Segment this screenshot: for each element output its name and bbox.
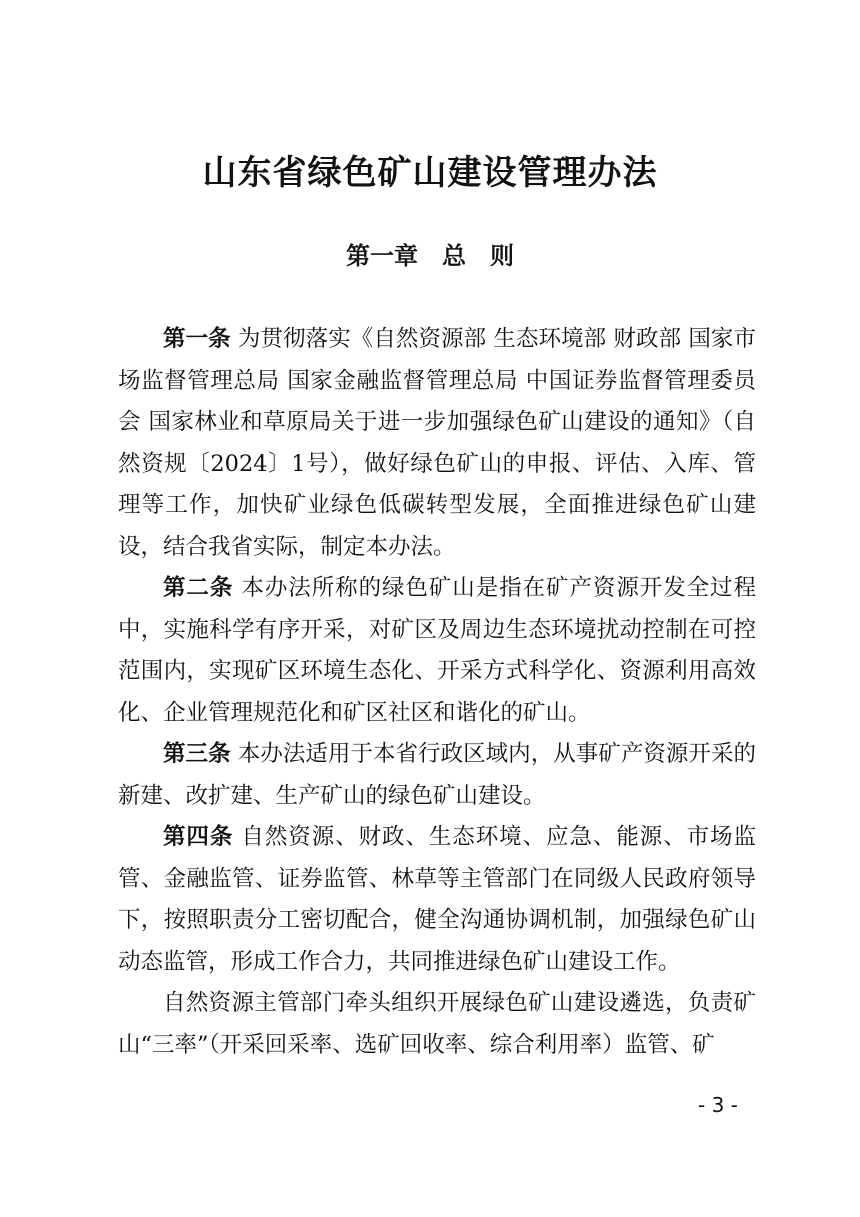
document-title: 山东省绿色矿山建设管理办法 <box>202 153 658 193</box>
article-label: 第四条 <box>163 824 234 850</box>
page-number: - 3 - <box>698 1093 738 1117</box>
article-4 <box>118 817 756 983</box>
article-2 <box>118 568 756 734</box>
article-text: 自然资源主管部门牵头组织开展绿色矿山建设遴选，负责矿山“三率”（开采回采率、选矿回收率、综合利用率）监管、矿 <box>118 990 756 1058</box>
article-text: 本办法所称的绿色矿山是指在矿产资源开发全过程中，实施科学有序开采，对矿区及周边生态环境扰动控制在可控范围内，实现矿区环境生态化、开采方式科学化、资源利用高效化、企业管理规范化和矿区社区和谐化的矿山。 <box>118 575 756 726</box>
article-text: 为贯彻落实《自然资源部 生态环境部 财政部 国家市场监督管理总局 国家金融监督管理总局 中国证券监督管理委员会 国家林业和草原局关于进一步加强绿色矿山建设的通知》（自然资规〔2024〕1号），做好绿色矿山的申报、评估、入库、管理等工作，加快矿业绿色低碳转型发展，全面推进绿色矿山建设，结合我省实际，制定本办法。 <box>118 326 756 560</box>
chapter-heading: 第一章 总 则 <box>346 242 514 270</box>
article-label: 第二条 <box>163 575 234 601</box>
article-text: 本办法适用于本省行政区域内，从事矿产资源开采的新建、改扩建、生产矿山的绿色矿山建设。 <box>118 741 756 809</box>
article-1 <box>118 319 756 568</box>
article-label: 第三条 <box>163 741 231 767</box>
article-label: 第一条 <box>163 326 231 352</box>
article-text: 自然资源、财政、生态环境、应急、能源、市场监管、金融监管、证券监管、林草等主管部门在同级人民政府领导下，按照职责分工密切配合，健全沟通协调机制，加强绿色矿山动态监管，形成工作合力，共同推进绿色矿山建设工作。 <box>118 824 756 975</box>
article-3 <box>118 734 756 817</box>
document-body <box>118 319 756 1066</box>
article-4-continuation <box>118 983 756 1066</box>
